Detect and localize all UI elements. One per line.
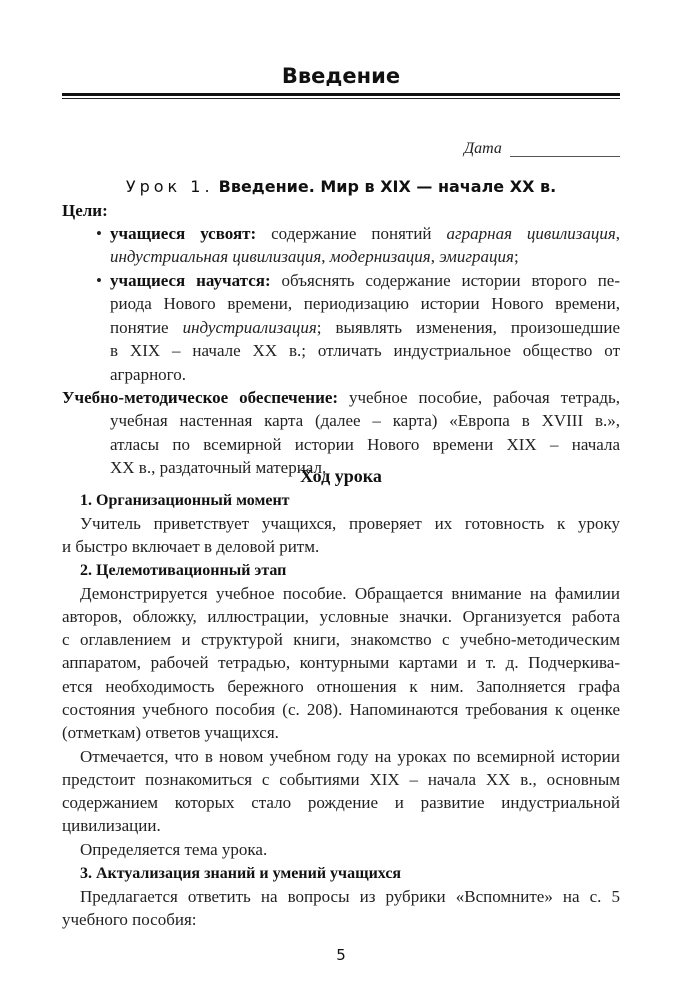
section-2-p1-line-4: аппаратом, рабочей тетрадью, контурными картами и т. д. Подчеркива- [62,653,620,672]
goal-item-1-line-1 [110,223,620,245]
course-heading: Ход урока [300,466,382,486]
section-3-p1-line-1: Предлагается ответить на вопросы из рубрики «Вспомните» на с. 5 [80,887,620,906]
resources-text: учебное пособие, рабочая тетрадь, [338,388,620,407]
punct: , [615,224,620,243]
goal-item-2-line-5: аграрного. [110,365,186,384]
goal-text: содержание понятий [256,224,447,243]
goal-item-1-lead: учащиеся усвоят: [110,224,257,243]
goal-text: объяснять содержание истории второго пе- [270,271,620,290]
resources-label: Учебно-методическое обеспечение: [62,388,339,407]
bullet-icon: • [96,224,102,243]
goal-item-2-lead: учащиеся научатся: [110,271,271,290]
section-3-p1-line-2: учебного пособия: [62,910,197,929]
goals-label [62,200,620,222]
resources-line-3: атласы по всемирной истории Нового времени XIX – начала [110,435,620,454]
section-1-p1-line-1: Учитель приветствует учащихся, проверяет их готовность к уроку [80,514,620,533]
goals-label-text: Цели: [62,201,108,220]
lesson-number: Урок 1. [125,177,214,196]
page-number: 5 [336,946,346,964]
goal-item-1-line-2 [110,246,620,268]
lesson-title: Введение. Мир в XIX — начале XX в. [218,177,557,196]
section-2-p2-line-4: цивилизации. [62,816,161,835]
section-3-heading: 3. Актуализация знаний и умений учащихся [80,865,402,882]
section-2-p1-line-3: с оглавлением и структурой книги, знакомство с учебно-методическим [62,630,620,649]
section-2-p1-line-5: ется необходимость бережного отношения к ним. Заполняется графа [62,677,620,696]
section-2-p1-line-1: Демонстрируется учебное пособие. Обращается внимание на фамилии [80,584,620,603]
resources-line-4: XX в., раздаточный материал. [110,458,327,477]
section-2-p1-line-2: авторов, обложку, иллюстрации, условные значки. Организуется работа [62,607,620,626]
section-2-p2-line-3: содержанием которых стало рождение и развитие индустриальной [62,793,620,812]
section-2-heading: 2. Целемотивационный этап [80,562,287,579]
term: аграрная цивилизация [446,224,616,243]
goal-item-2-line-3 [110,317,620,339]
date-label: Дата [464,140,502,157]
section-2-p2-line-2: предстоит познакомиться с событиями XIX – начала XX в., основным [62,770,620,789]
section-1-p1-line-2: и быстро включает в деловой ритм. [62,537,320,556]
section-2-p1-line-6: состояния учебного пособия (с. 208). Напоминаются требования к оценке [62,700,620,719]
goal-text: ; выявлять изменения, произошедшие [316,318,620,337]
goal-text: понятие [110,318,183,337]
section-1-heading: 1. Организационный момент [80,492,290,509]
lesson-heading [62,175,620,199]
goal-item-2-line-1 [110,270,620,292]
section-2-p2-line-1: Отмечается, что в новом учебном году на уроках по всемирной истории [80,747,620,766]
goal-item-2-line-4: в XIX – начале XX в.; отличать индустриальное общество от [110,341,620,360]
bullet-icon: • [96,271,102,290]
resources-line-2: учебная настенная карта (далее – карта) «Европа в XVIII в.», [110,411,620,430]
punct: , [430,247,440,266]
date-blank-line [510,156,620,157]
punct: , [321,247,330,266]
resources-line-1 [62,387,620,409]
chapter-title: Введение [281,64,401,88]
punct: ; [513,247,519,266]
term: эмиграция [439,247,514,266]
term: индустриализация [182,318,317,337]
section-2-p3-line-1: Определяется тема урока. [80,840,268,859]
header-rule-thick [62,93,620,96]
term: индустриальная цивилизация [110,247,322,266]
section-2-p1-line-7: (отметкам) ответов учащихся. [62,723,279,742]
term: модернизация [329,247,431,266]
header-rule-thin [62,98,620,99]
goal-item-2-line-2: риода Нового времени, периодизацию истории Нового времени, [110,294,620,313]
